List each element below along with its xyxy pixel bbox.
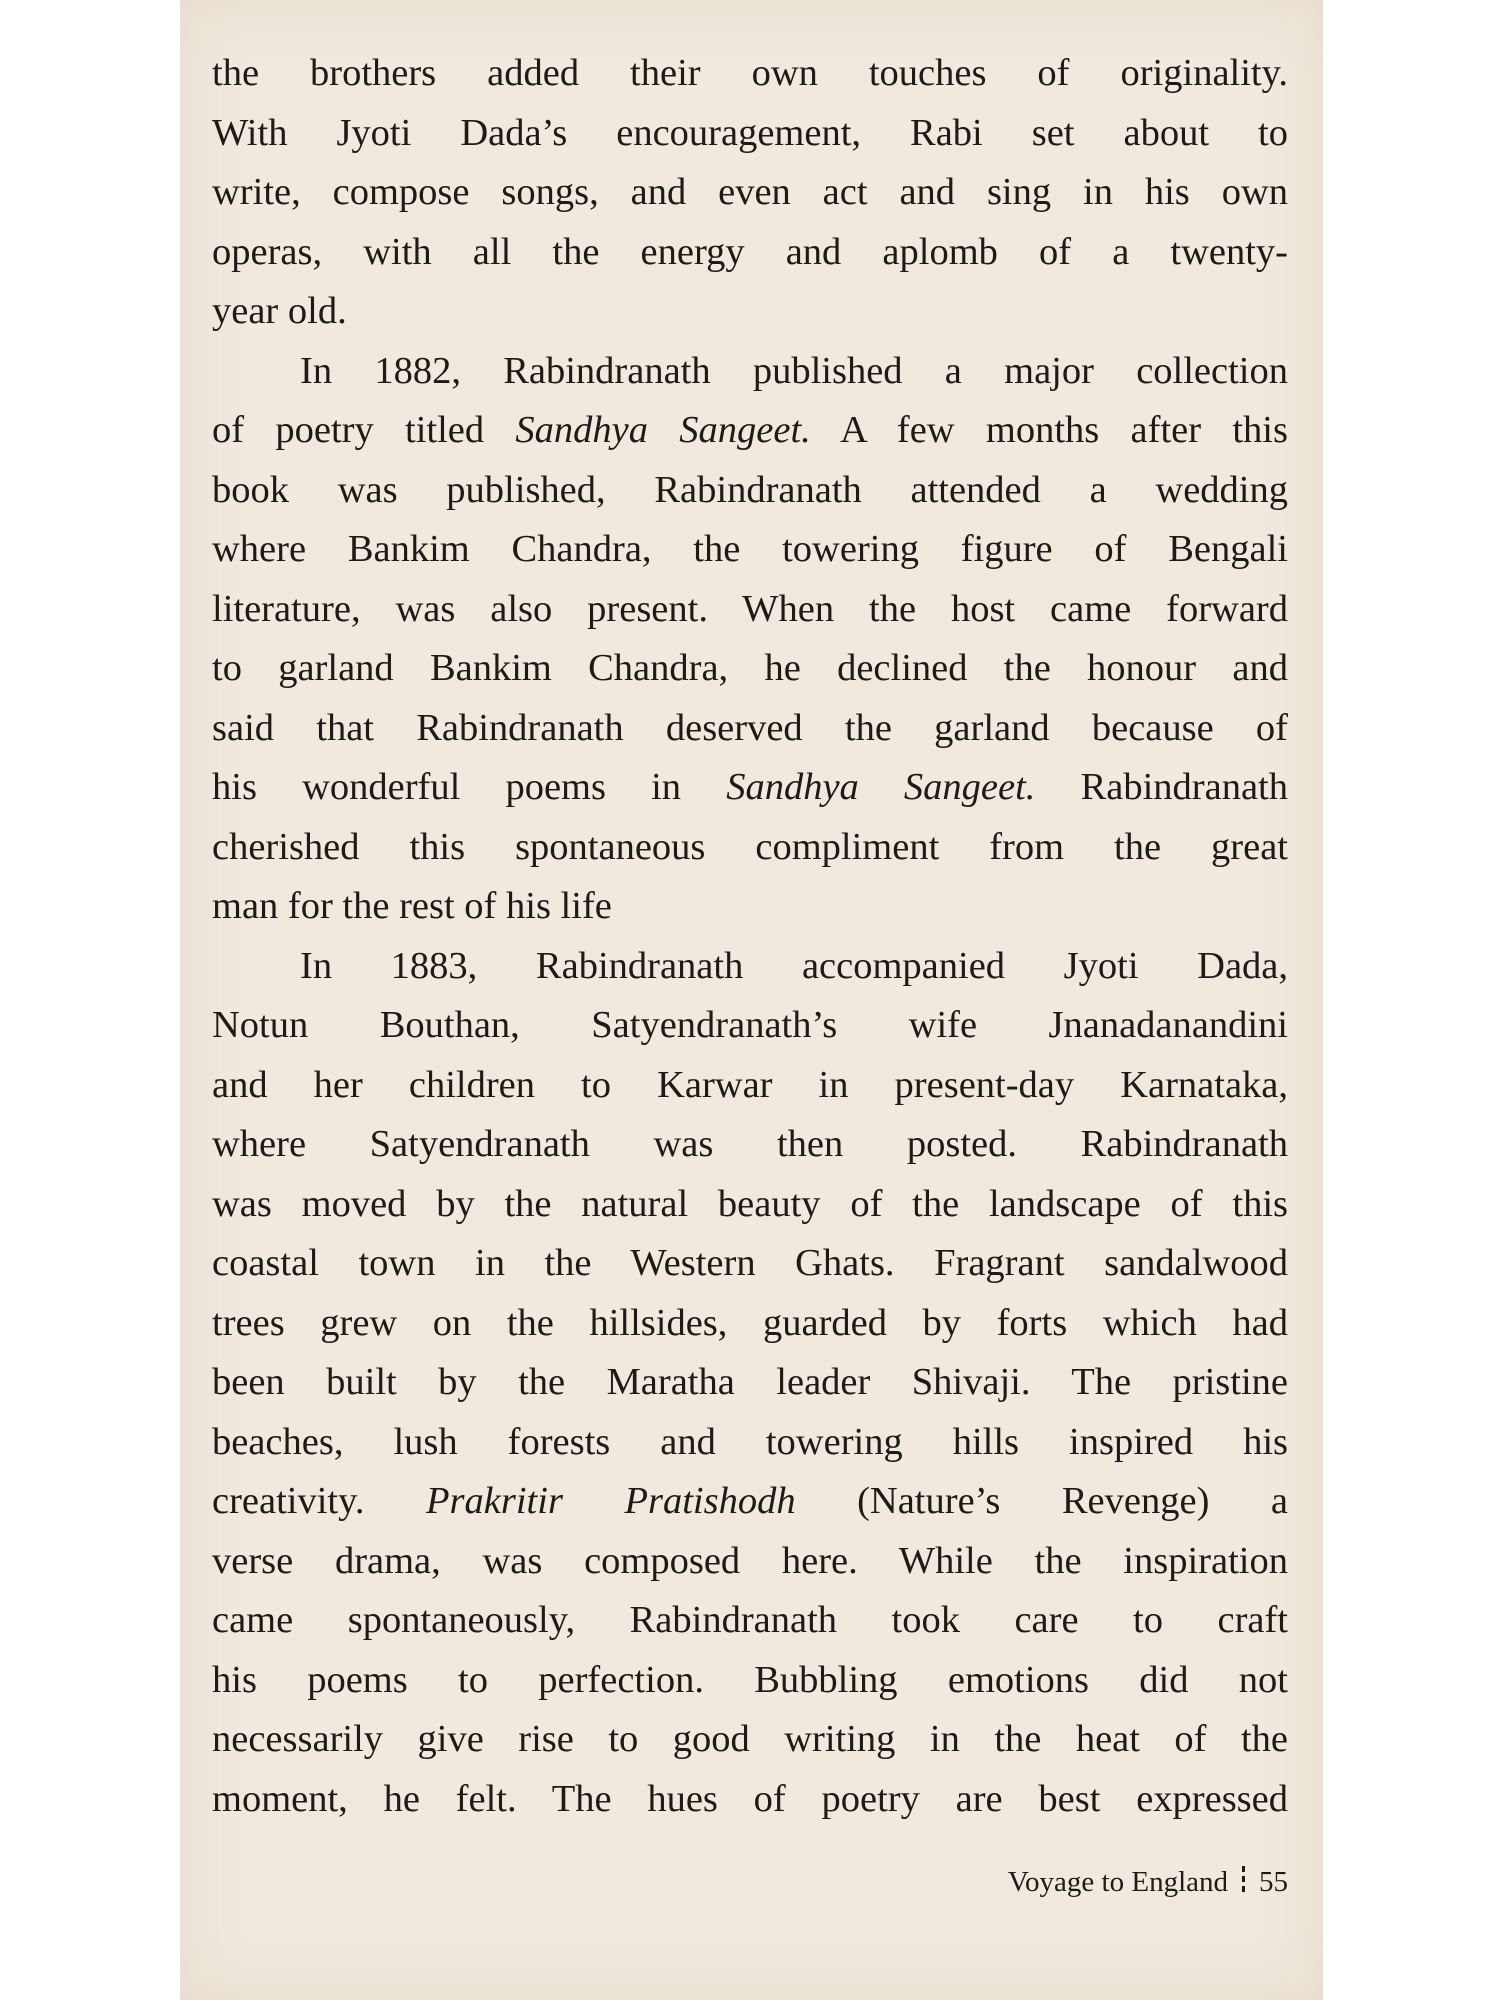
text-segment: his wonderful poems in: [212, 766, 727, 808]
text-segment: said that Rabindranath deserved the garland because of: [212, 706, 1288, 749]
text-line: [212, 937, 1288, 997]
text-line: [212, 818, 1288, 878]
page-number: 55: [1259, 1866, 1288, 1898]
page-footer: [1008, 1866, 1288, 1899]
text-segment: Rabindranath: [1035, 766, 1288, 808]
text-line: [212, 699, 1288, 759]
text-line: [212, 1532, 1288, 1592]
text-segment: and her children to Karwar in present-day Karnataka,: [212, 1063, 1288, 1106]
text-segment: creativity.: [212, 1480, 427, 1522]
text-line: [212, 1175, 1288, 1235]
text-line: [212, 1294, 1288, 1354]
page-body-text: [212, 44, 1288, 1829]
text-segment: the brothers added their own touches of originality.: [212, 52, 1288, 94]
text-segment: In 1883, Rabindranath accompanied Jyoti Dada,: [300, 944, 1288, 987]
text-line: [212, 996, 1288, 1056]
text-line: [212, 1472, 1288, 1532]
text-line: [212, 1115, 1288, 1175]
text-segment: coastal town in the Western Ghats. Fragrant sandalwood: [212, 1242, 1288, 1284]
text-line: [212, 520, 1288, 580]
text-line: [212, 1234, 1288, 1294]
text-line: [212, 758, 1288, 818]
text-segment: book was published, Rabindranath attended a wedding: [212, 468, 1288, 511]
text-line: [212, 1710, 1288, 1770]
text-segment: came spontaneously, Rabindranath took care to craft: [212, 1599, 1288, 1641]
text-line: [212, 401, 1288, 461]
text-line: [212, 1770, 1288, 1830]
text-segment: In 1882, Rabindranath published a major collection: [300, 349, 1288, 392]
text-segment: where Bankim Chandra, the towering figure of Bengali: [212, 528, 1288, 570]
text-segment: necessarily give rise to good writing in the heat of the: [212, 1718, 1288, 1760]
text-segment: year old.: [212, 290, 347, 332]
italic-title-text: Sandhya Sangeet.: [726, 766, 1036, 808]
text-line: [212, 223, 1288, 283]
footer-separator: [1242, 1866, 1245, 1896]
text-segment: been built by the Maratha leader Shivaji. The pristine: [212, 1361, 1288, 1403]
text-segment: A few months after this: [810, 409, 1288, 451]
text-segment: literature, was also present. When the host came forward: [212, 587, 1288, 630]
text-segment: moment, he felt. The hues of poetry are best expressed: [212, 1777, 1288, 1820]
text-segment: verse drama, was composed here. While the inspiration: [212, 1539, 1288, 1582]
text-line: [212, 1413, 1288, 1473]
running-head: Voyage to England: [1007, 1866, 1228, 1898]
text-segment: where Satyendranath was then posted. Rabindranath: [212, 1123, 1288, 1165]
text-segment: (Nature’s Revenge) a: [795, 1480, 1288, 1522]
text-segment: cherished this spontaneous compliment from the great: [212, 825, 1288, 868]
italic-title-text: Sandhya Sangeet.: [515, 409, 811, 451]
text-line: [212, 104, 1288, 164]
text-segment: trees grew on the hillsides, guarded by forts which had: [212, 1301, 1288, 1344]
text-segment: to garland Bankim Chandra, he declined the honour and: [212, 647, 1288, 689]
text-line: [212, 877, 1288, 937]
text-line: [212, 44, 1288, 104]
text-line: [212, 1591, 1288, 1651]
text-segment: of poetry titled: [212, 409, 516, 451]
italic-title-text: Prakritir Pratishodh: [426, 1480, 796, 1522]
text-segment: Notun Bouthan, Satyendranath’s wife Jnanadanandini: [212, 1004, 1288, 1046]
text-segment: write, compose songs, and even act and sing in his own: [212, 171, 1288, 213]
text-line: [212, 342, 1288, 402]
text-line: [212, 639, 1288, 699]
text-line: [212, 461, 1288, 521]
text-segment: operas, with all the energy and aplomb of a twenty-: [212, 230, 1288, 273]
text-line: [212, 1353, 1288, 1413]
text-line: [212, 580, 1288, 640]
text-line: [212, 1056, 1288, 1116]
text-segment: With Jyoti Dada’s encouragement, Rabi set about to: [212, 111, 1288, 154]
text-segment: beaches, lush forests and towering hills inspired his: [212, 1420, 1288, 1463]
text-line: [212, 282, 1288, 342]
text-segment: his poems to perfection. Bubbling emotions did not: [212, 1658, 1288, 1701]
text-line: [212, 1651, 1288, 1711]
text-line: [212, 163, 1288, 223]
text-segment: was moved by the natural beauty of the landscape of this: [212, 1182, 1288, 1225]
text-segment: man for the rest of his life: [212, 885, 612, 927]
